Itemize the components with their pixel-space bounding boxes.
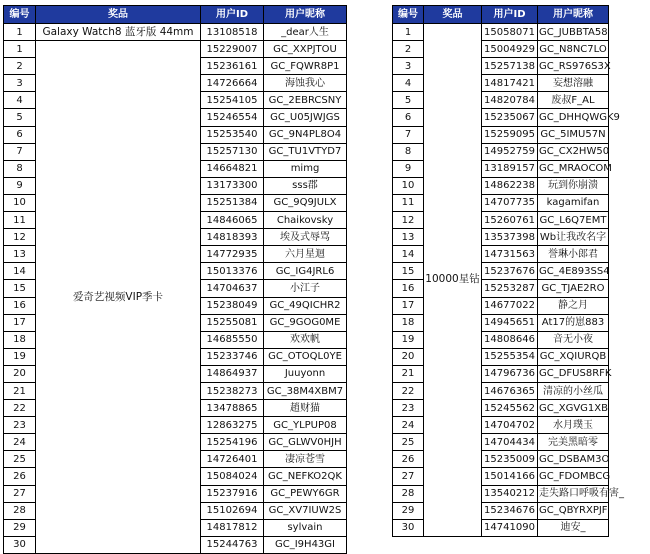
user-id: 13189157 — [482, 160, 538, 177]
user-id: 15260761 — [482, 212, 538, 229]
user-id: 14685550 — [201, 331, 264, 348]
row-number: 18 — [393, 314, 424, 331]
user-id: 15246554 — [201, 109, 264, 126]
row-number: 3 — [4, 75, 36, 92]
user-id: 15102694 — [201, 502, 264, 519]
user-id: 15233746 — [201, 348, 264, 365]
user-id: 15004929 — [482, 41, 538, 58]
user-id: 15238273 — [201, 382, 264, 399]
user-id: 15234676 — [482, 502, 538, 519]
user-id: 15254196 — [201, 434, 264, 451]
user-nickname: 欢欢帆 — [264, 331, 347, 348]
user-nickname: GC_5IMU57N — [538, 126, 609, 143]
user-id: 14952759 — [482, 143, 538, 160]
user-nickname: GC_XQIURQB — [538, 348, 609, 365]
user-nickname: GC_DHHQWGK9 — [538, 109, 609, 126]
row-number: 8 — [393, 143, 424, 160]
user-nickname: 六月星迴 — [264, 246, 347, 263]
row-number: 14 — [4, 263, 36, 280]
user-nickname: 趙财猫 — [264, 400, 347, 417]
user-id: 15254105 — [201, 92, 264, 109]
row-number: 8 — [4, 160, 36, 177]
user-nickname: mimg — [264, 160, 347, 177]
header-num: 编号 — [4, 6, 36, 24]
user-nickname: GC_DFUS8RFK — [538, 365, 609, 382]
user-nickname: GC_MRAOCOM — [538, 160, 609, 177]
row-number: 6 — [393, 109, 424, 126]
row-number: 15 — [393, 263, 424, 280]
user-nickname: GC_CX2HW50 — [538, 143, 609, 160]
row-number: 30 — [4, 536, 36, 553]
right-winners-table — [392, 5, 624, 537]
user-id: 14726664 — [201, 75, 264, 92]
user-id: 14677022 — [482, 297, 538, 314]
user-nickname: GC_TU1VTYD7 — [264, 143, 347, 160]
user-id: 15245562 — [482, 400, 538, 417]
row-number: 9 — [4, 177, 36, 194]
user-id: 14741090 — [482, 519, 538, 536]
user-id: 15236161 — [201, 58, 264, 75]
header-row — [393, 6, 609, 24]
row-number: 4 — [4, 92, 36, 109]
row-number: 2 — [393, 41, 424, 58]
user-nickname: GC_FDOMBCG — [538, 468, 609, 485]
user-nickname: 音无小夜 — [538, 331, 609, 348]
user-nickname: Chaikovsky — [264, 212, 347, 229]
user-id: 15259095 — [482, 126, 538, 143]
row-number: 25 — [4, 451, 36, 468]
user-id: 15255354 — [482, 348, 538, 365]
user-nickname: 海蚀我心 — [264, 75, 347, 92]
user-id: 15014166 — [482, 468, 538, 485]
header-prize: 奖品 — [424, 6, 482, 24]
user-nickname: GC_PEWY6GR — [264, 485, 347, 502]
row-number: 29 — [4, 519, 36, 536]
row-number: 7 — [393, 126, 424, 143]
row-number: 11 — [4, 212, 36, 229]
user-nickname: GC_IG4JRL6 — [264, 263, 347, 280]
row-number: 27 — [4, 485, 36, 502]
user-nickname: At17的崽883 — [538, 314, 609, 331]
row-number: 17 — [4, 314, 36, 331]
user-nickname: GC_U05JWJGS — [264, 109, 347, 126]
left-table-body — [4, 24, 347, 554]
row-number: 16 — [4, 297, 36, 314]
row-number: 5 — [393, 92, 424, 109]
row-number: 19 — [393, 331, 424, 348]
user-nickname: 妄想溶融 — [538, 75, 609, 92]
user-nickname: GC_9GOG0ME — [264, 314, 347, 331]
user-nickname: GC_49QICHR2 — [264, 297, 347, 314]
header-nickname: 用户昵称 — [264, 6, 347, 24]
user-id: 14707735 — [482, 194, 538, 211]
prize-cell: Galaxy Watch8 蓝牙版 44mm — [36, 24, 201, 41]
user-id: 12863275 — [201, 417, 264, 434]
user-nickname: 废叔F_AL — [538, 92, 609, 109]
user-nickname: GC_GLWV0HJH — [264, 434, 347, 451]
row-number: 27 — [393, 468, 424, 485]
user-nickname: GC_XGVG1XB — [538, 400, 609, 417]
user-id: 14846065 — [201, 212, 264, 229]
row-number: 22 — [4, 400, 36, 417]
user-id: 13478865 — [201, 400, 264, 417]
row-number: 4 — [393, 75, 424, 92]
left-winners-table — [3, 5, 347, 554]
row-number: 20 — [4, 365, 36, 382]
user-nickname: GC_2EBRCSNY — [264, 92, 347, 109]
user-nickname: GC_TJAE2RO — [538, 280, 609, 297]
row-number: 15 — [4, 280, 36, 297]
user-nickname: sylvain — [264, 519, 347, 536]
user-nickname: 誉琳小郎君 — [538, 246, 609, 263]
user-id: 15084024 — [201, 468, 264, 485]
user-id: 14945651 — [482, 314, 538, 331]
user-nickname: GC_RS976S3X — [538, 58, 609, 75]
user-id: 14862238 — [482, 177, 538, 194]
user-nickname: 凄凉苍雪 — [264, 451, 347, 468]
user-id: 14796736 — [482, 365, 538, 382]
user-nickname: GC_NEFKO2QK — [264, 468, 347, 485]
user-id: 15235067 — [482, 109, 538, 126]
user-id: 14817421 — [482, 75, 538, 92]
user-nickname: GC_38M4XBM7 — [264, 382, 347, 399]
row-number: 2 — [4, 58, 36, 75]
user-nickname: 完美黑暗零 — [538, 434, 609, 451]
prize-cell: 10000星钻 — [424, 24, 482, 537]
user-id: 15235009 — [482, 451, 538, 468]
user-id: 15229007 — [201, 41, 264, 58]
user-nickname: GC_QBYRXPJF — [538, 502, 609, 519]
user-nickname: GC_N8NC7LO — [538, 41, 609, 58]
header-num: 编号 — [393, 6, 424, 24]
right-table-body — [393, 24, 624, 537]
row-number: 6 — [4, 126, 36, 143]
row-number: 24 — [4, 434, 36, 451]
row-number: 30 — [393, 519, 424, 536]
user-nickname: Juuyonn — [264, 365, 347, 382]
user-id: 14704434 — [482, 434, 538, 451]
row-number: 3 — [393, 58, 424, 75]
row-number: 18 — [4, 331, 36, 348]
table-row — [393, 24, 609, 41]
header-uid: 用户ID — [482, 6, 538, 24]
row-number: 10 — [393, 177, 424, 194]
user-id: 15255081 — [201, 314, 264, 331]
user-id: 15238049 — [201, 297, 264, 314]
user-nickname: GC_L6Q7EMT — [538, 212, 609, 229]
row-number: 13 — [4, 246, 36, 263]
user-nickname: _dear人生 — [264, 24, 347, 41]
row-number: 12 — [4, 229, 36, 246]
row-number: 24 — [393, 417, 424, 434]
user-id: 14820784 — [482, 92, 538, 109]
row-number: 1 — [393, 24, 424, 41]
row-number: 5 — [4, 109, 36, 126]
row-number: 22 — [393, 382, 424, 399]
row-number: 10 — [4, 194, 36, 211]
row-number: 19 — [4, 348, 36, 365]
user-id: 13108518 — [201, 24, 264, 41]
row-number: 21 — [4, 382, 36, 399]
row-number: 1 — [4, 41, 36, 58]
user-nickname: 迪安_ — [538, 519, 609, 536]
row-number: 17 — [393, 297, 424, 314]
header-prize: 奖品 — [36, 6, 201, 24]
user-id: 15058071 — [482, 24, 538, 41]
user-id: 13537398 — [482, 229, 538, 246]
user-nickname: GC_XV7IUW2S — [264, 502, 347, 519]
user-id: 14676365 — [482, 382, 538, 399]
row-number: 29 — [393, 502, 424, 519]
user-nickname: 走失路口呼吸有害_ — [538, 485, 609, 502]
user-nickname: 清凉的小丝瓜 — [538, 382, 609, 399]
user-nickname: GC_9Q9JULX — [264, 194, 347, 211]
row-number: 23 — [393, 400, 424, 417]
row-number: 26 — [4, 468, 36, 485]
row-number: 9 — [393, 160, 424, 177]
user-id: 15253287 — [482, 280, 538, 297]
user-nickname: GC_YLPUP08 — [264, 417, 347, 434]
user-nickname: GC_FQWR8P1 — [264, 58, 347, 75]
user-nickname: kagamifan — [538, 194, 609, 211]
user-id: 15237676 — [482, 263, 538, 280]
user-id: 14731563 — [482, 246, 538, 263]
user-id: 14772935 — [201, 246, 264, 263]
user-id: 15257130 — [201, 143, 264, 160]
prize-cell: 爱奇艺视频VIP季卡 — [36, 41, 201, 554]
row-number: 13 — [393, 229, 424, 246]
user-nickname: GC_OTOQL0YE — [264, 348, 347, 365]
user-nickname: 小江子 — [264, 280, 347, 297]
row-number: 11 — [393, 194, 424, 211]
user-id: 15013376 — [201, 263, 264, 280]
user-id: 14817812 — [201, 519, 264, 536]
user-id: 14704637 — [201, 280, 264, 297]
user-nickname: sss郡 — [264, 177, 347, 194]
table-row — [4, 41, 347, 58]
user-id: 15244763 — [201, 536, 264, 553]
user-nickname: 水月璞玉 — [538, 417, 609, 434]
row-number: 1 — [4, 24, 36, 41]
user-id: 15251384 — [201, 194, 264, 211]
header-nickname: 用户昵称 — [538, 6, 609, 24]
row-number: 28 — [393, 485, 424, 502]
table-row — [4, 24, 347, 41]
user-nickname: GC_JUBBTA58 — [538, 24, 609, 41]
user-nickname: GC_DSBAM3O — [538, 451, 609, 468]
row-number: 12 — [393, 212, 424, 229]
user-id: 14818393 — [201, 229, 264, 246]
row-number: 26 — [393, 451, 424, 468]
row-number: 28 — [4, 502, 36, 519]
user-id: 13540212 — [482, 485, 538, 502]
header-row — [4, 6, 347, 24]
row-number: 16 — [393, 280, 424, 297]
user-nickname: GC_I9H43GI — [264, 536, 347, 553]
user-id: 15253540 — [201, 126, 264, 143]
user-id: 14704702 — [482, 417, 538, 434]
user-nickname: 玩到你崩溃 — [538, 177, 609, 194]
row-number: 7 — [4, 143, 36, 160]
row-number: 14 — [393, 246, 424, 263]
user-id: 15257138 — [482, 58, 538, 75]
row-number: 23 — [4, 417, 36, 434]
user-nickname: GC_4E893SS4 — [538, 263, 609, 280]
user-nickname: 埃及式辱骂 — [264, 229, 347, 246]
user-id: 15237916 — [201, 485, 264, 502]
user-nickname: Wb让我改名字 — [538, 229, 609, 246]
user-id: 14864937 — [201, 365, 264, 382]
header-uid: 用户ID — [201, 6, 264, 24]
user-nickname: GC_XXPJTOU — [264, 41, 347, 58]
user-id: 13173300 — [201, 177, 264, 194]
user-id: 14664821 — [201, 160, 264, 177]
user-id: 14726401 — [201, 451, 264, 468]
user-id: 14808646 — [482, 331, 538, 348]
row-number: 25 — [393, 434, 424, 451]
row-number: 20 — [393, 348, 424, 365]
user-nickname: 静之月 — [538, 297, 609, 314]
user-nickname: GC_9N4PL8O4 — [264, 126, 347, 143]
row-number: 21 — [393, 365, 424, 382]
